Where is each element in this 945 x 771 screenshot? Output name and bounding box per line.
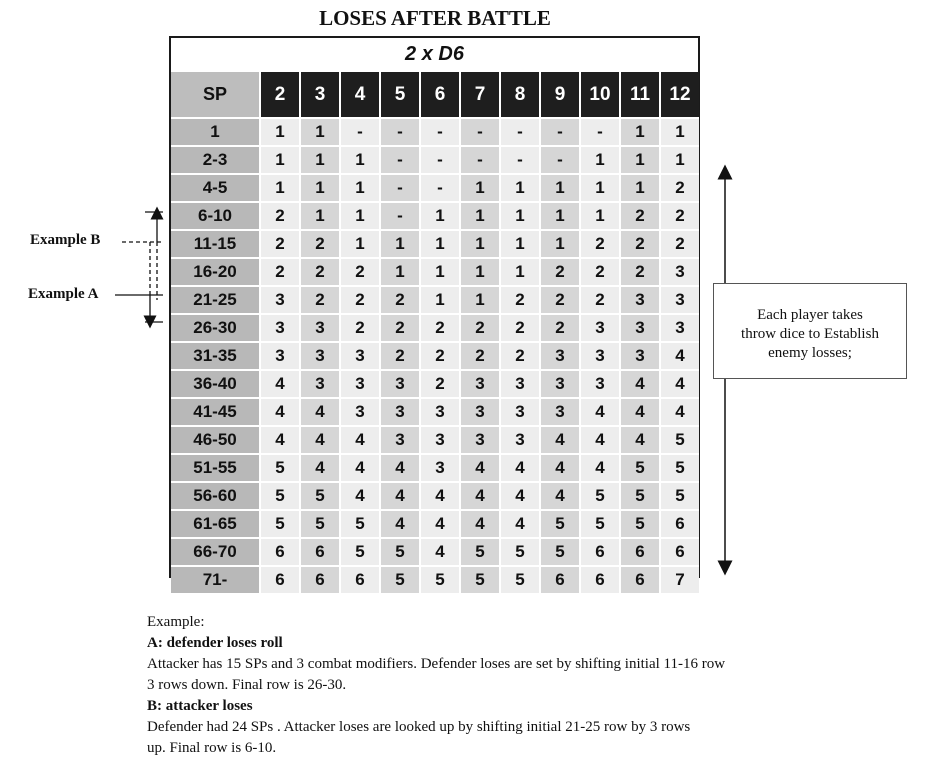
- sp-cell: 6-10: [171, 201, 259, 229]
- loss-cell: 4: [659, 397, 699, 425]
- loss-cell: 5: [379, 537, 419, 565]
- loss-cell: 2: [259, 229, 299, 257]
- loss-cell: 3: [499, 369, 539, 397]
- loss-cell: -: [499, 145, 539, 173]
- loss-cell: 4: [339, 453, 379, 481]
- loss-cell: 2: [459, 313, 499, 341]
- dice-column-header: 9: [539, 72, 579, 117]
- loss-cell: 1: [579, 145, 619, 173]
- loss-cell: 3: [299, 341, 339, 369]
- loss-cell: 4: [299, 397, 339, 425]
- loss-cell: 3: [619, 313, 659, 341]
- loss-cell: -: [459, 117, 499, 145]
- loss-cell: 5: [499, 565, 539, 593]
- loss-cell: 3: [419, 453, 459, 481]
- loss-cell: 3: [379, 369, 419, 397]
- loss-cell: 4: [619, 369, 659, 397]
- loss-cell: 1: [299, 145, 339, 173]
- sp-cell: 2-3: [171, 145, 259, 173]
- loss-cell: 5: [659, 425, 699, 453]
- loss-cell: 3: [339, 369, 379, 397]
- loss-cell: 4: [419, 509, 459, 537]
- loss-cell: 5: [419, 565, 459, 593]
- loss-cell: 3: [339, 341, 379, 369]
- loss-cell: 1: [579, 173, 619, 201]
- loss-cell: 2: [539, 285, 579, 313]
- loss-cell: -: [339, 117, 379, 145]
- loss-cell: 6: [539, 565, 579, 593]
- loss-cell: 4: [459, 481, 499, 509]
- loss-cell: 5: [379, 565, 419, 593]
- loss-cell: 3: [299, 313, 339, 341]
- loss-cell: 3: [459, 397, 499, 425]
- loss-cell: 4: [459, 509, 499, 537]
- loss-cell: 1: [539, 173, 579, 201]
- loss-cell: 1: [459, 201, 499, 229]
- dice-column-header: 2: [259, 72, 299, 117]
- example-b-line-1: Defender had 24 SPs . Attacker loses are looked up by shifting initial 21-25 row by 3 rows: [147, 719, 691, 735]
- loss-cell: 5: [499, 537, 539, 565]
- loss-cell: 4: [659, 369, 699, 397]
- loss-cell: 1: [619, 145, 659, 173]
- loss-cell: -: [459, 145, 499, 173]
- loss-cell: 4: [539, 481, 579, 509]
- loss-cell: 3: [379, 425, 419, 453]
- loss-cell: 3: [499, 397, 539, 425]
- loss-cell: 2: [379, 341, 419, 369]
- loss-cell: 2: [579, 257, 619, 285]
- loss-cell: 2: [419, 369, 459, 397]
- loss-cell: 1: [259, 145, 299, 173]
- loss-cell: 4: [539, 425, 579, 453]
- loss-cell: 1: [619, 117, 659, 145]
- loss-cell: -: [499, 117, 539, 145]
- dice-column-header: 11: [619, 72, 659, 117]
- loss-cell: 6: [659, 509, 699, 537]
- sp-cell: 46-50: [171, 425, 259, 453]
- loss-cell: 2: [339, 285, 379, 313]
- loss-cell: 2: [299, 229, 339, 257]
- loss-cell: 2: [659, 229, 699, 257]
- loss-cell: -: [379, 117, 419, 145]
- loss-cell: 3: [659, 257, 699, 285]
- loss-cell: 4: [379, 509, 419, 537]
- dice-column-header: 8: [499, 72, 539, 117]
- loss-cell: 2: [499, 285, 539, 313]
- loss-cell: -: [419, 173, 459, 201]
- loss-cell: 4: [619, 425, 659, 453]
- loss-cell: 3: [539, 341, 579, 369]
- loss-cell: 5: [579, 481, 619, 509]
- info-line-1: Each player takes: [757, 307, 863, 323]
- loss-cell: -: [379, 145, 419, 173]
- loss-cell: 2: [539, 313, 579, 341]
- dice-column-header: 4: [339, 72, 379, 117]
- loss-cell: 7: [659, 565, 699, 593]
- loss-cell: 6: [579, 537, 619, 565]
- loss-cell: 4: [419, 537, 459, 565]
- loss-cell: 1: [339, 229, 379, 257]
- loss-cell: 5: [579, 509, 619, 537]
- loss-cell: 4: [579, 453, 619, 481]
- loss-cell: 2: [339, 313, 379, 341]
- dice-label: 2 x D6: [405, 43, 464, 65]
- loss-cell: 3: [419, 397, 459, 425]
- loss-cell: 2: [539, 257, 579, 285]
- loss-cell: 2: [659, 173, 699, 201]
- loss-cell: 2: [299, 257, 339, 285]
- loss-cell: 1: [659, 145, 699, 173]
- sp-cell: 51-55: [171, 453, 259, 481]
- loss-cell: 2: [419, 341, 459, 369]
- loss-cell: 3: [579, 341, 619, 369]
- loss-cell: 3: [619, 285, 659, 313]
- loss-cell: 6: [659, 537, 699, 565]
- loss-cell: 4: [499, 481, 539, 509]
- loss-cell: -: [579, 117, 619, 145]
- loss-cell: 1: [459, 285, 499, 313]
- loss-cell: 4: [299, 425, 339, 453]
- loss-cell: 4: [579, 397, 619, 425]
- loss-cell: 4: [579, 425, 619, 453]
- loss-cell: 5: [659, 453, 699, 481]
- loss-cell: 1: [499, 201, 539, 229]
- loss-cell: 1: [459, 257, 499, 285]
- loss-cell: 4: [659, 341, 699, 369]
- example-a-title: A: defender loses roll: [147, 635, 283, 651]
- loss-cell: 1: [379, 257, 419, 285]
- loss-cell: 4: [419, 481, 459, 509]
- loss-cell: 1: [579, 201, 619, 229]
- info-box: [713, 283, 907, 379]
- loss-cell: 3: [379, 397, 419, 425]
- loss-cell: 3: [459, 425, 499, 453]
- loss-cell: 1: [459, 229, 499, 257]
- loss-cell: 1: [419, 201, 459, 229]
- loss-cell: 2: [259, 201, 299, 229]
- example-section: [147, 612, 847, 759]
- loss-cell: 4: [459, 453, 499, 481]
- loss-cell: 6: [299, 565, 339, 593]
- loss-cell: 5: [259, 481, 299, 509]
- loss-cell: 6: [299, 537, 339, 565]
- loss-cell: 2: [459, 341, 499, 369]
- loss-cell: 2: [499, 313, 539, 341]
- loss-cell: 4: [499, 453, 539, 481]
- loss-cell: 1: [459, 173, 499, 201]
- loss-cell: 1: [299, 117, 339, 145]
- loss-cell: 1: [419, 257, 459, 285]
- loss-cell: -: [379, 173, 419, 201]
- loss-cell: 3: [619, 341, 659, 369]
- loss-cell: 5: [619, 481, 659, 509]
- loss-cell: 4: [539, 453, 579, 481]
- loss-cell: 4: [379, 481, 419, 509]
- sp-cell: 4-5: [171, 173, 259, 201]
- loss-cell: 2: [299, 285, 339, 313]
- dice-column-header: 7: [459, 72, 499, 117]
- loss-cell: 2: [579, 285, 619, 313]
- loss-cell: 4: [339, 481, 379, 509]
- loss-cell: 2: [379, 285, 419, 313]
- loss-cell: 1: [299, 201, 339, 229]
- page-title: LOSES AFTER BATTLE: [319, 6, 551, 30]
- loss-cell: 5: [619, 509, 659, 537]
- loss-cell: 5: [659, 481, 699, 509]
- loss-cell: 1: [419, 285, 459, 313]
- sp-cell: 66-70: [171, 537, 259, 565]
- loss-cell: 3: [659, 313, 699, 341]
- example-a-label: Example A: [28, 286, 99, 302]
- sp-cell: 36-40: [171, 369, 259, 397]
- sp-cell: 56-60: [171, 481, 259, 509]
- loss-cell: 4: [379, 453, 419, 481]
- loss-cell: 3: [579, 369, 619, 397]
- dice-column-header: 10: [579, 72, 619, 117]
- loss-cell: 1: [499, 257, 539, 285]
- example-a-line-2: 3 rows down. Final row is 26-30.: [147, 677, 347, 693]
- loss-cell: 2: [259, 257, 299, 285]
- loss-cell: 2: [379, 313, 419, 341]
- loss-cell: 2: [339, 257, 379, 285]
- loss-cell: 4: [259, 397, 299, 425]
- loss-cell: 5: [339, 509, 379, 537]
- loss-cell: 5: [299, 481, 339, 509]
- loss-cell: 5: [339, 537, 379, 565]
- dice-column-header: 6: [419, 72, 459, 117]
- sp-cell: 11-15: [171, 229, 259, 257]
- info-line-3: enemy losses;: [768, 345, 852, 361]
- loss-cell: 5: [459, 565, 499, 593]
- loss-cell: 3: [299, 369, 339, 397]
- sp-cell: 71-: [171, 565, 259, 593]
- loss-cell: 5: [539, 537, 579, 565]
- example-b-label: Example B: [30, 232, 101, 248]
- dice-column-header: 3: [299, 72, 339, 117]
- loss-cell: 6: [579, 565, 619, 593]
- loss-cell: 5: [259, 453, 299, 481]
- loss-cell: 6: [619, 537, 659, 565]
- loss-cell: 2: [619, 201, 659, 229]
- example-b-line-2: up. Final row is 6-10.: [147, 740, 277, 756]
- loss-cell: 5: [259, 509, 299, 537]
- loss-cell: 4: [339, 425, 379, 453]
- loss-cell: 6: [339, 565, 379, 593]
- loss-cell: 3: [339, 397, 379, 425]
- loss-cell: 1: [419, 229, 459, 257]
- sp-cell: 41-45: [171, 397, 259, 425]
- loss-cell: 4: [259, 369, 299, 397]
- loss-cell: 5: [299, 509, 339, 537]
- sp-cell: 31-35: [171, 341, 259, 369]
- sp-cell: 26-30: [171, 313, 259, 341]
- loss-cell: 3: [259, 313, 299, 341]
- loss-cell: 1: [299, 173, 339, 201]
- loss-cell: -: [539, 145, 579, 173]
- sp-cell: 61-65: [171, 509, 259, 537]
- loss-cell: 1: [619, 173, 659, 201]
- loss-cell: 4: [259, 425, 299, 453]
- loss-cell: 1: [539, 201, 579, 229]
- loss-cell: 1: [339, 173, 379, 201]
- loss-cell: 1: [499, 173, 539, 201]
- example-a-line-1: Attacker has 15 SPs and 3 combat modifiers. Defender loses are set by shifting initial 11-16 row: [147, 656, 726, 672]
- loss-cell: 2: [499, 341, 539, 369]
- sp-cell: 1: [171, 117, 259, 145]
- loss-cell: 3: [539, 369, 579, 397]
- loss-cell: 1: [379, 229, 419, 257]
- example-b-title: B: attacker loses: [147, 698, 253, 714]
- loss-cell: 6: [259, 565, 299, 593]
- dice-column-header: 5: [379, 72, 419, 117]
- sp-cell: 16-20: [171, 257, 259, 285]
- example-heading: Example:: [147, 614, 205, 630]
- loss-cell: 1: [259, 173, 299, 201]
- loss-cell: 1: [659, 117, 699, 145]
- loss-cell: -: [419, 145, 459, 173]
- loss-cell: 5: [539, 509, 579, 537]
- sp-cell: 21-25: [171, 285, 259, 313]
- info-line-2: throw dice to Establish: [741, 326, 879, 342]
- loss-cell: 2: [659, 201, 699, 229]
- loss-cell: 3: [459, 369, 499, 397]
- loss-cell: 1: [259, 117, 299, 145]
- loss-cell: 3: [259, 341, 299, 369]
- loss-cell: 3: [579, 313, 619, 341]
- loss-cell: 6: [259, 537, 299, 565]
- loss-cell: 3: [259, 285, 299, 313]
- loss-cell: 2: [579, 229, 619, 257]
- loss-cell: 3: [539, 397, 579, 425]
- loss-cell: 1: [539, 229, 579, 257]
- loss-cell: 4: [299, 453, 339, 481]
- loss-cell: 6: [619, 565, 659, 593]
- loss-cell: 2: [419, 313, 459, 341]
- sp-header: SP: [171, 72, 259, 117]
- loss-cell: 2: [619, 229, 659, 257]
- loss-cell: 1: [339, 201, 379, 229]
- loss-cell: 4: [619, 397, 659, 425]
- loss-cell: 2: [619, 257, 659, 285]
- loss-cell: 3: [499, 425, 539, 453]
- loss-cell: 5: [459, 537, 499, 565]
- loss-cell: 3: [419, 425, 459, 453]
- dice-column-header: 12: [659, 72, 699, 117]
- loss-cell: 1: [339, 145, 379, 173]
- loss-cell: 3: [659, 285, 699, 313]
- loss-cell: 4: [499, 509, 539, 537]
- loss-cell: -: [539, 117, 579, 145]
- loss-cell: 1: [499, 229, 539, 257]
- loss-cell: 5: [619, 453, 659, 481]
- loss-cell: -: [419, 117, 459, 145]
- loss-cell: -: [379, 201, 419, 229]
